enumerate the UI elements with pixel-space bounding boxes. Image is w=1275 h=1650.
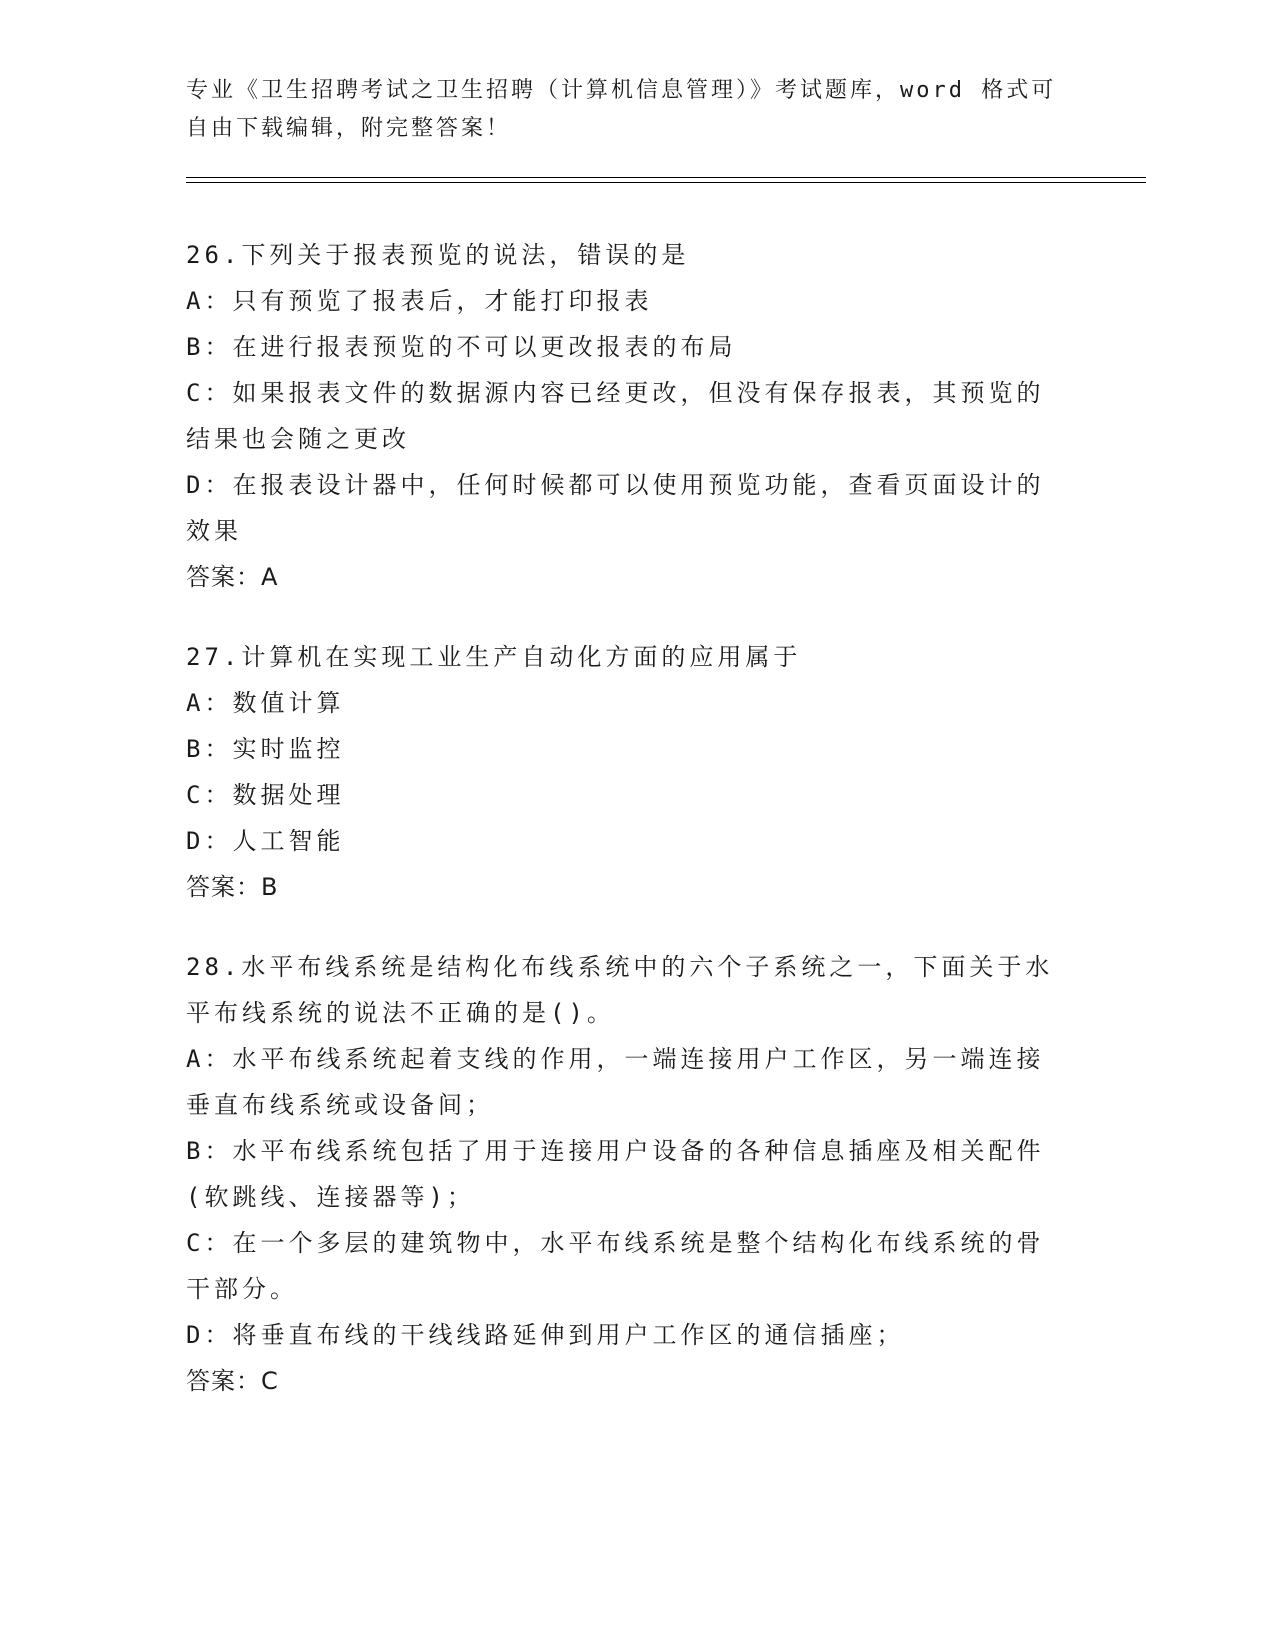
option-d: D：人工智能 — [186, 827, 345, 855]
question-27 — [186, 634, 1066, 910]
option-d: D：在报表设计器中，任何时候都可以使用预览功能，查看页面设计的效果 — [186, 471, 1045, 545]
option-a: A：水平布线系统起着支线的作用，一端连接用户工作区，另一端连接垂直布线系统或设备间； — [186, 1045, 1045, 1119]
option-c: C：数据处理 — [186, 781, 345, 809]
option-a: A：只有预览了报表后，才能打印报表 — [186, 287, 653, 315]
question-stem: 28.水平布线系统是结构化布线系统中的六个子系统之一，下面关于水平布线系统的说法不正确的是()。 — [186, 953, 1054, 1027]
option-d: D：将垂直布线的干线线路延伸到用户工作区的通信插座； — [186, 1321, 905, 1349]
question-26 — [186, 232, 1066, 600]
header-divider-top — [186, 177, 1146, 178]
option-a: A：数值计算 — [186, 689, 345, 717]
option-b: B：在进行报表预览的不可以更改报表的布局 — [186, 333, 737, 361]
answer-line: 答案：B — [186, 873, 279, 901]
answer-line: 答案：A — [186, 563, 279, 591]
question-28 — [186, 944, 1066, 1404]
header-divider-bottom — [186, 182, 1146, 183]
option-b: B：实时监控 — [186, 735, 345, 763]
question-stem: 26.下列关于报表预览的说法，错误的是 — [186, 241, 690, 269]
answer-line: 答案：C — [186, 1367, 279, 1395]
document-header: 专业《卫生招聘考试之卫生招聘（计算机信息管理）》考试题库，word 格式可自由下载编辑，附完整答案！ — [186, 78, 1057, 141]
option-c: C：如果报表文件的数据源内容已经更改，但没有保存报表，其预览的结果也会随之更改 — [186, 379, 1045, 453]
option-b: B：水平布线系统包括了用于连接用户设备的各种信息插座及相关配件(软跳线、连接器等)； — [186, 1137, 1045, 1211]
option-c: C：在一个多层的建筑物中，水平布线系统是整个结构化布线系统的骨干部分。 — [186, 1229, 1045, 1303]
question-list — [186, 232, 1066, 1438]
question-stem: 27.计算机在实现工业生产自动化方面的应用属于 — [186, 643, 802, 671]
